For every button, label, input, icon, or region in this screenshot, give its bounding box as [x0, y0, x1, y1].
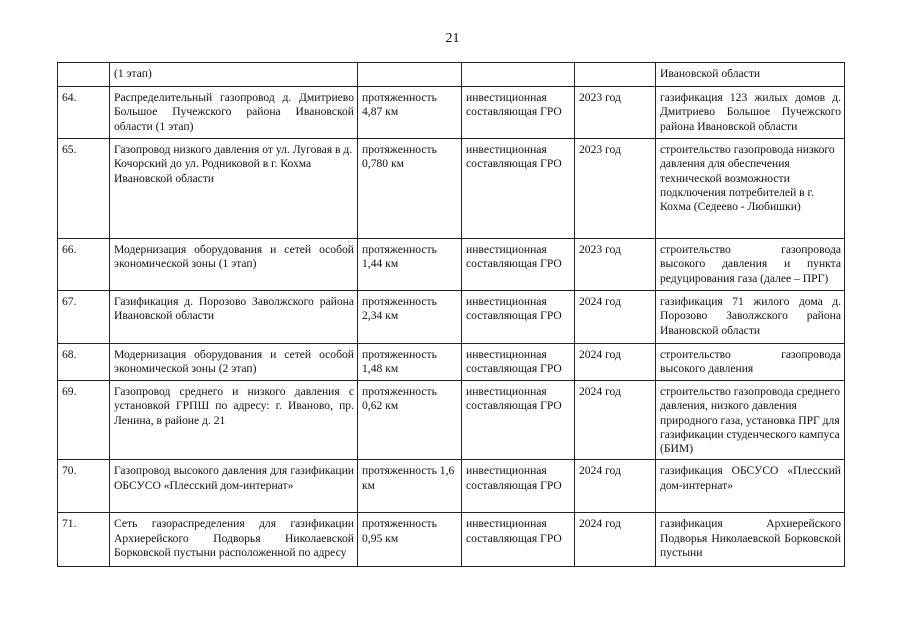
object-name: Распределительный газопровод д. Дмитриево Большое Пучежского района Ивановской области (1 этап) — [110, 87, 358, 139]
expected-result: газификация 123 жилых домов д. Дмитриево Большое Пучежского района Ивановской области — [656, 87, 845, 139]
object-length: протяженность 0,95 км — [358, 513, 462, 567]
funding-source: инвестиционная составляющая ГРО — [462, 344, 575, 381]
table-row — [58, 381, 845, 460]
expected-result: газификация 71 жилого дома д. Порозово Заволжского района Ивановской области — [656, 291, 845, 344]
object-name: Модернизация оборудования и сетей особой экономической зоны (2 этап) — [110, 344, 358, 381]
funding-source: инвестиционная составляющая ГРО — [462, 291, 575, 344]
expected-result: газификация Архиерейского Подворья Николаевской Борковской пустыни — [656, 513, 845, 567]
object-name: Газопровод среднего и низкого давления с установкой ГРПШ по адресу: г. Иваново, пр. Ленина, в районе д. 21 — [110, 381, 358, 460]
completion-year: 2023 год — [575, 87, 656, 139]
completion-year — [575, 63, 656, 87]
row-number: 71. — [58, 513, 110, 567]
object-length — [358, 63, 462, 87]
table-row — [58, 344, 845, 381]
object-name: Модернизация оборудования и сетей особой экономической зоны (1 этап) — [110, 239, 358, 291]
completion-year: 2023 год — [575, 239, 656, 291]
table-row — [58, 291, 845, 344]
expected-result: строительство газопровода высокого давления и пункта редуцирования газа (далее – ПРГ) — [656, 239, 845, 291]
completion-year: 2023 год — [575, 139, 656, 239]
funding-source — [462, 63, 575, 87]
row-number: 64. — [58, 87, 110, 139]
row-number: 68. — [58, 344, 110, 381]
funding-source: инвестиционная составляющая ГРО — [462, 460, 575, 513]
object-length: протяженность 1,6 км — [358, 460, 462, 513]
gasification-table — [57, 62, 845, 567]
expected-result: газификация ОБСУСО «Плесский дом-интернат» — [656, 460, 845, 513]
row-number: 65. — [58, 139, 110, 239]
table-row — [58, 63, 845, 87]
expected-result: строительство газопровода среднего давления, низкого давления природного газа, установка ПРГ для газификации студенческого кампуса (БИМ) — [656, 381, 845, 460]
page-number: 21 — [445, 31, 460, 46]
object-length: протяженность 2,34 км — [358, 291, 462, 344]
object-length: протяженность 1,44 км — [358, 239, 462, 291]
table-row — [58, 460, 845, 513]
funding-source: инвестиционная составляющая ГРО — [462, 381, 575, 460]
object-length: протяженность 4,87 км — [358, 87, 462, 139]
row-number: 67. — [58, 291, 110, 344]
object-name: Газификация д. Порозово Заволжского района Ивановской области — [110, 291, 358, 344]
object-name: Газопровод высокого давления для газификации ОБСУСО «Плесский дом-интернат» — [110, 460, 358, 513]
completion-year: 2024 год — [575, 344, 656, 381]
funding-source: инвестиционная составляющая ГРО — [462, 513, 575, 567]
completion-year: 2024 год — [575, 381, 656, 460]
table-row — [58, 87, 845, 139]
funding-source: инвестиционная составляющая ГРО — [462, 139, 575, 239]
object-name: (1 этап) — [110, 63, 358, 87]
expected-result: Ивановской области — [656, 63, 845, 87]
row-number: 70. — [58, 460, 110, 513]
row-number — [58, 63, 110, 87]
expected-result: строительство газопровода высокого давления — [656, 344, 845, 381]
table-row — [58, 139, 845, 239]
table-row — [58, 239, 845, 291]
table-row — [58, 513, 845, 567]
object-name: Сеть газораспределения для газификации Архиерейского Подворья Николаевской Борковской пустыни расположенной по адресу — [110, 513, 358, 567]
completion-year: 2024 год — [575, 513, 656, 567]
object-name: Газопровод низкого давления от ул. Луговая в д. Кочорский до ул. Родниковой в г. Кохма Ивановской области — [110, 139, 358, 239]
completion-year: 2024 год — [575, 460, 656, 513]
row-number: 69. — [58, 381, 110, 460]
object-length: протяженность 0,62 км — [358, 381, 462, 460]
expected-result: строительство газопровода низкого давления для обеспечения технической возможности подключения потребителей в г. Кохма (Седеево - Любишки) — [656, 139, 845, 239]
funding-source: инвестиционная составляющая ГРО — [462, 239, 575, 291]
funding-source: инвестиционная составляющая ГРО — [462, 87, 575, 139]
row-number: 66. — [58, 239, 110, 291]
object-length: протяженность 1,48 км — [358, 344, 462, 381]
object-length: протяженность 0,780 км — [358, 139, 462, 239]
completion-year: 2024 год — [575, 291, 656, 344]
